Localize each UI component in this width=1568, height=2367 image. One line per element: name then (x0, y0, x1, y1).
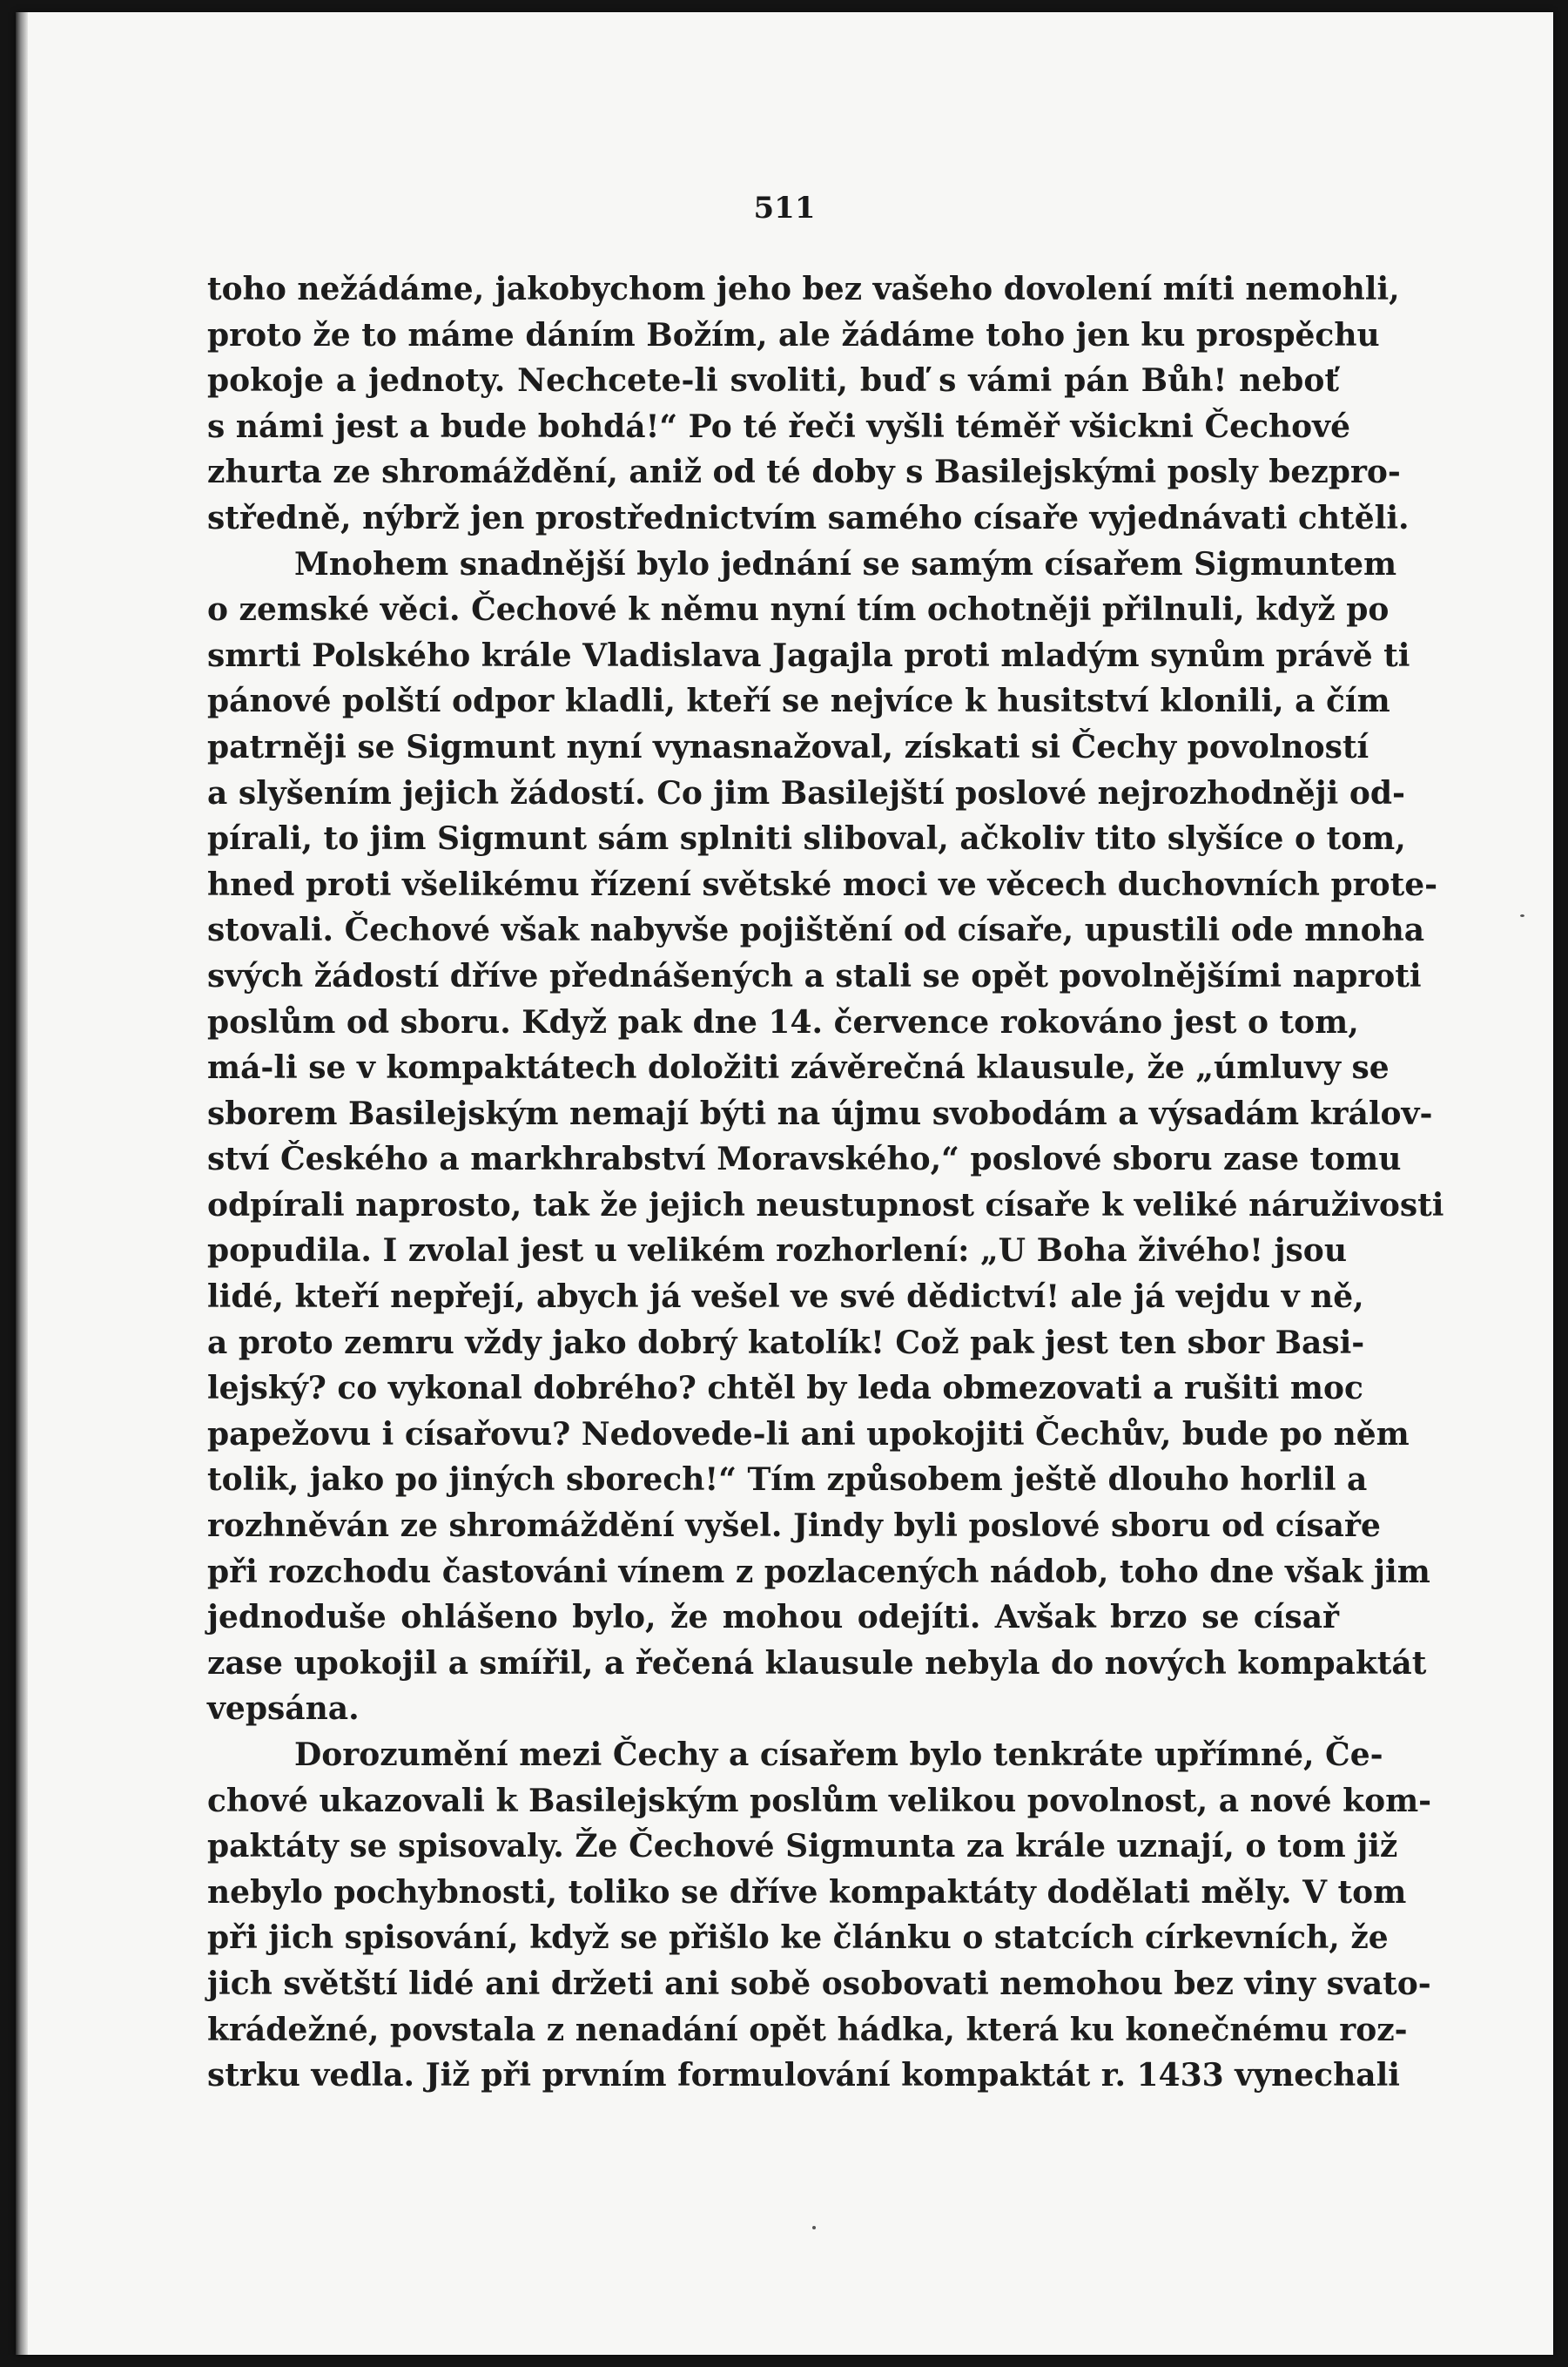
text-line: při jich spisování, když se přišlo ke článku o statcích církevních, že (207, 1919, 1389, 1957)
text-line: lejský? co vykonal dobrého? chtěl by leda obmezovati a rušiti moc (207, 1370, 1363, 1407)
text-line: jich světští lidé ani držeti ani sobě osobovati nemohou bez viny svato- (207, 1965, 1431, 2002)
text-line: Dorozumění mezi Čechy a císařem bylo tenkráte upřímné, Če- (294, 1736, 1383, 1773)
text-line: jednoduše ohlášeno bylo, že mohou odejíti. Avšak brzo se císař (207, 1599, 1339, 1636)
text-line: svých žádostí dříve přednášených a stali se opět povolnějšími naproti (207, 957, 1422, 995)
body-text (207, 266, 1444, 2099)
text-line: a slyšením jejich žádostí. Co jim Basilejští poslové nejrozhodněji od- (207, 774, 1405, 812)
text-line: odpírali naprosto, tak že jejich neustupnost císaře k veliké náruživosti (207, 1186, 1444, 1224)
text-line: hned proti všelikému řízení světské moci ve věcech duchovních prote- (207, 866, 1438, 903)
page-binding-edge (16, 12, 28, 2355)
text-line: zhurta ze shromáždění, aniž od té doby s Basilejskými posly bezpro- (207, 454, 1401, 491)
text-line: středně, nýbrž jen prostřednictvím samého císaře vyjednávati chtěli. (207, 499, 1410, 536)
text-line: pokoje a jednoty. Nechcete-li svoliti, buď s vámi pán Bůh! neboť (207, 362, 1339, 400)
text-line: tolik, jako po jiných sborech!“ Tím způsobem ještě dlouho horlil a (207, 1461, 1368, 1499)
text-line: chové ukazovali k Basilejským poslům velikou povolnost, a nové kom- (207, 1782, 1432, 1819)
text-line: poslům od sboru. Když pak dne 14. července rokováno jest o tom, (207, 1003, 1359, 1041)
text-line: Mnohem snadnější bylo jednání se samým císařem Sigmuntem (294, 545, 1397, 583)
text-line: popudila. I zvolal jest u velikém rozhorlení: „U Boha živého! jsou (207, 1232, 1347, 1270)
text-line: a proto zemru vždy jako dobrý katolík! Což pak jest ten sbor Basi- (207, 1324, 1365, 1361)
text-line: patrněji se Sigmunt nyní vynasnažoval, získati si Čechy povolností (207, 728, 1369, 765)
text-line: při rozchodu častováni vínem z pozlacených nádob, toho dne však jim (207, 1553, 1430, 1590)
text-line: paktáty se spisovaly. Že Čechové Sigmunta za krále uznají, o tom již (207, 1828, 1398, 1865)
book-page (16, 12, 1553, 2355)
page-number: 511 (753, 191, 816, 226)
text-line: s námi jest a bude bohdá!“ Po té řeči vyšli téměř všickni Čechové (207, 408, 1350, 445)
text-line: vepsána. (207, 1690, 360, 1728)
text-line: pírali, to jim Sigmunt sám splniti sliboval, ačkoliv tito slyšíce o tom, (207, 820, 1406, 858)
text-line: toho nežádáme, jakobychom jeho bez vašeho dovolení míti nemohli, (207, 271, 1400, 307)
text-line: ství Českého a markhrabství Moravského,“ poslové sboru zase tomu (207, 1141, 1402, 1178)
text-line: zase upokojil a smířil, a řečená klausule nebyla do nových kompaktát (207, 1644, 1427, 1682)
print-speck (1520, 914, 1524, 917)
text-line: sborem Basilejským nemají býti na újmu svobodám a výsadám králov- (207, 1095, 1433, 1132)
text-line: strku vedla. Již při prvním formulování kompaktát r. 1433 vynechali (207, 2057, 1400, 2094)
print-speck (812, 2226, 816, 2229)
text-line: stovali. Čechové však nabyvše pojištění od císaře, upustili ode mnoha (207, 912, 1425, 949)
text-line: nebylo pochybnosti, toliko se dříve kompaktáty dodělati měly. V tom (207, 1873, 1407, 1911)
text-line: pánové polští odpor kladli, kteří se nejvíce k husitství klonili, a čím (207, 683, 1390, 720)
text-line: rozhněván ze shromáždění vyšel. Jindy byli poslové sboru od císaře (207, 1507, 1381, 1545)
text-line: krádežné, povstala z nenadání opět hádka, která ku konečnému roz- (207, 2011, 1408, 2048)
text-line: lidé, kteří nepřejí, abych já vešel ve své dědictví! ale já vejdu v ně, (207, 1278, 1364, 1316)
text-line: proto že to máme dáním Božím, ale žádáme toho jen ku prospěchu (207, 316, 1380, 354)
text-line: smrti Polského krále Vladislava Jagajla proti mladým synům právě ti (207, 637, 1410, 674)
text-line: má-li se v kompaktátech doložiti závěrečná klausule, že „úmluvy se (207, 1049, 1390, 1087)
text-line: o zemské věci. Čechové k němu nyní tím ochotněji přilnuli, když po (207, 591, 1390, 629)
text-line: papežovu i císařovu? Nedovede-li ani upokojiti Čechův, bude po něm (207, 1415, 1410, 1453)
